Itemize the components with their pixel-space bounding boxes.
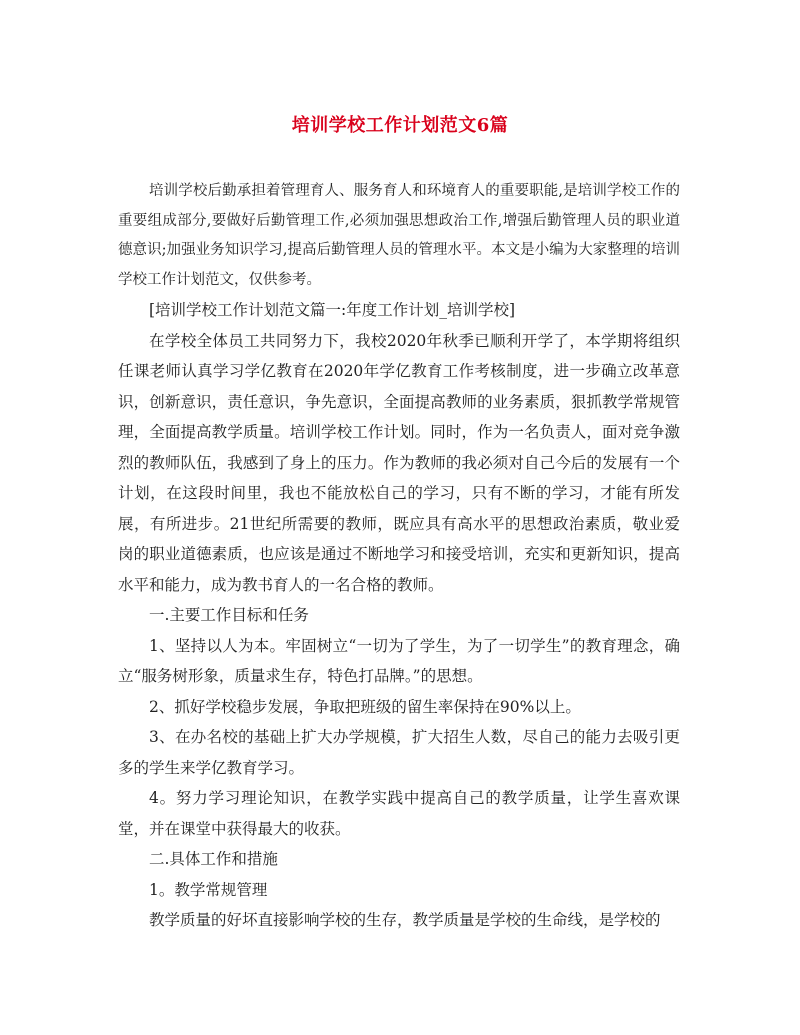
subsection-heading-teaching: 1。教学常规管理 [149,880,268,899]
document-body [118,177,680,936]
section-heading-goals: 一.主要工作目标和任务 [149,606,309,624]
goal-item-3: 3、在办名校的基础上扩大办学规模，扩大招生人数，尽自己的能力去吸引更多的学生来学亿教育学习。 [118,728,680,777]
goal-item-4: 4。努力学习理论知识，在教学实践中提高自己的教学质量，让学生喜欢课堂，并在课堂中获得最大的收获。 [118,789,680,838]
goal-item-1: 1、坚持以人为本。牢固树立“一切为了学生，为了一切学生”的教育理念，确立“服务树形象，质量求生存，特色打品牌。”的思想。 [118,636,680,685]
section-heading-part-one: [培训学校工作计划范文篇一:年度工作计划_培训学校] [149,301,516,319]
section-heading-measures: 二.具体工作和措施 [149,850,278,868]
goal-item-2: 2、抓好学校稳步发展，争取把班级的留生率保持在90%以上。 [149,697,581,716]
body-paragraph: 在学校全体员工共同努力下，我校2020年秋季已顺利开学了，本学期将组织任课老师认真学习学亿教育在2020年学亿教育工作考核制度，进一步确立改革意识，创新意识，责任意识，争先意识，全面提高教师的业务素质，狠抓教学常规管理，全面提高教学质量。培训学校工作计划。同时，作为一名负责人，面对竞争激烈的教师队伍，我感到了身上的压力。作为教师的我必须对自己今后的发展有一个计划，在这段时间里，我也不能放松自己的学习，只有不断的学习，才能有所发展，有所进步。21世纪所需要的教师，既应具有高水平的思想政治素质，敬业爱岗的职业道德素质，也应该是通过不断地学习和接受培训，充实和更新知识，提高水平和能力，成为教书育人的一名合格的教师。 [118,331,680,594]
body-paragraph-truncated: 教学质量的好坏直接影响学校的生存，教学质量是学校的生命线，是学校的 [149,911,661,929]
document-title: 培训学校工作计划范文6篇 [291,115,509,136]
intro-paragraph: 培训学校后勤承担着管理育人、服务育人和环境育人的重要职能,是培训学校工作的重要组成部分,要做好后勤管理工作,必须加强思想政治工作,增强后勤管理人员的职业道德意识;加强业务知识学习,提高后勤管理人员的管理水平。本文是小编为大家整理的培训学校工作计划范文，仅供参考。 [118,183,680,288]
